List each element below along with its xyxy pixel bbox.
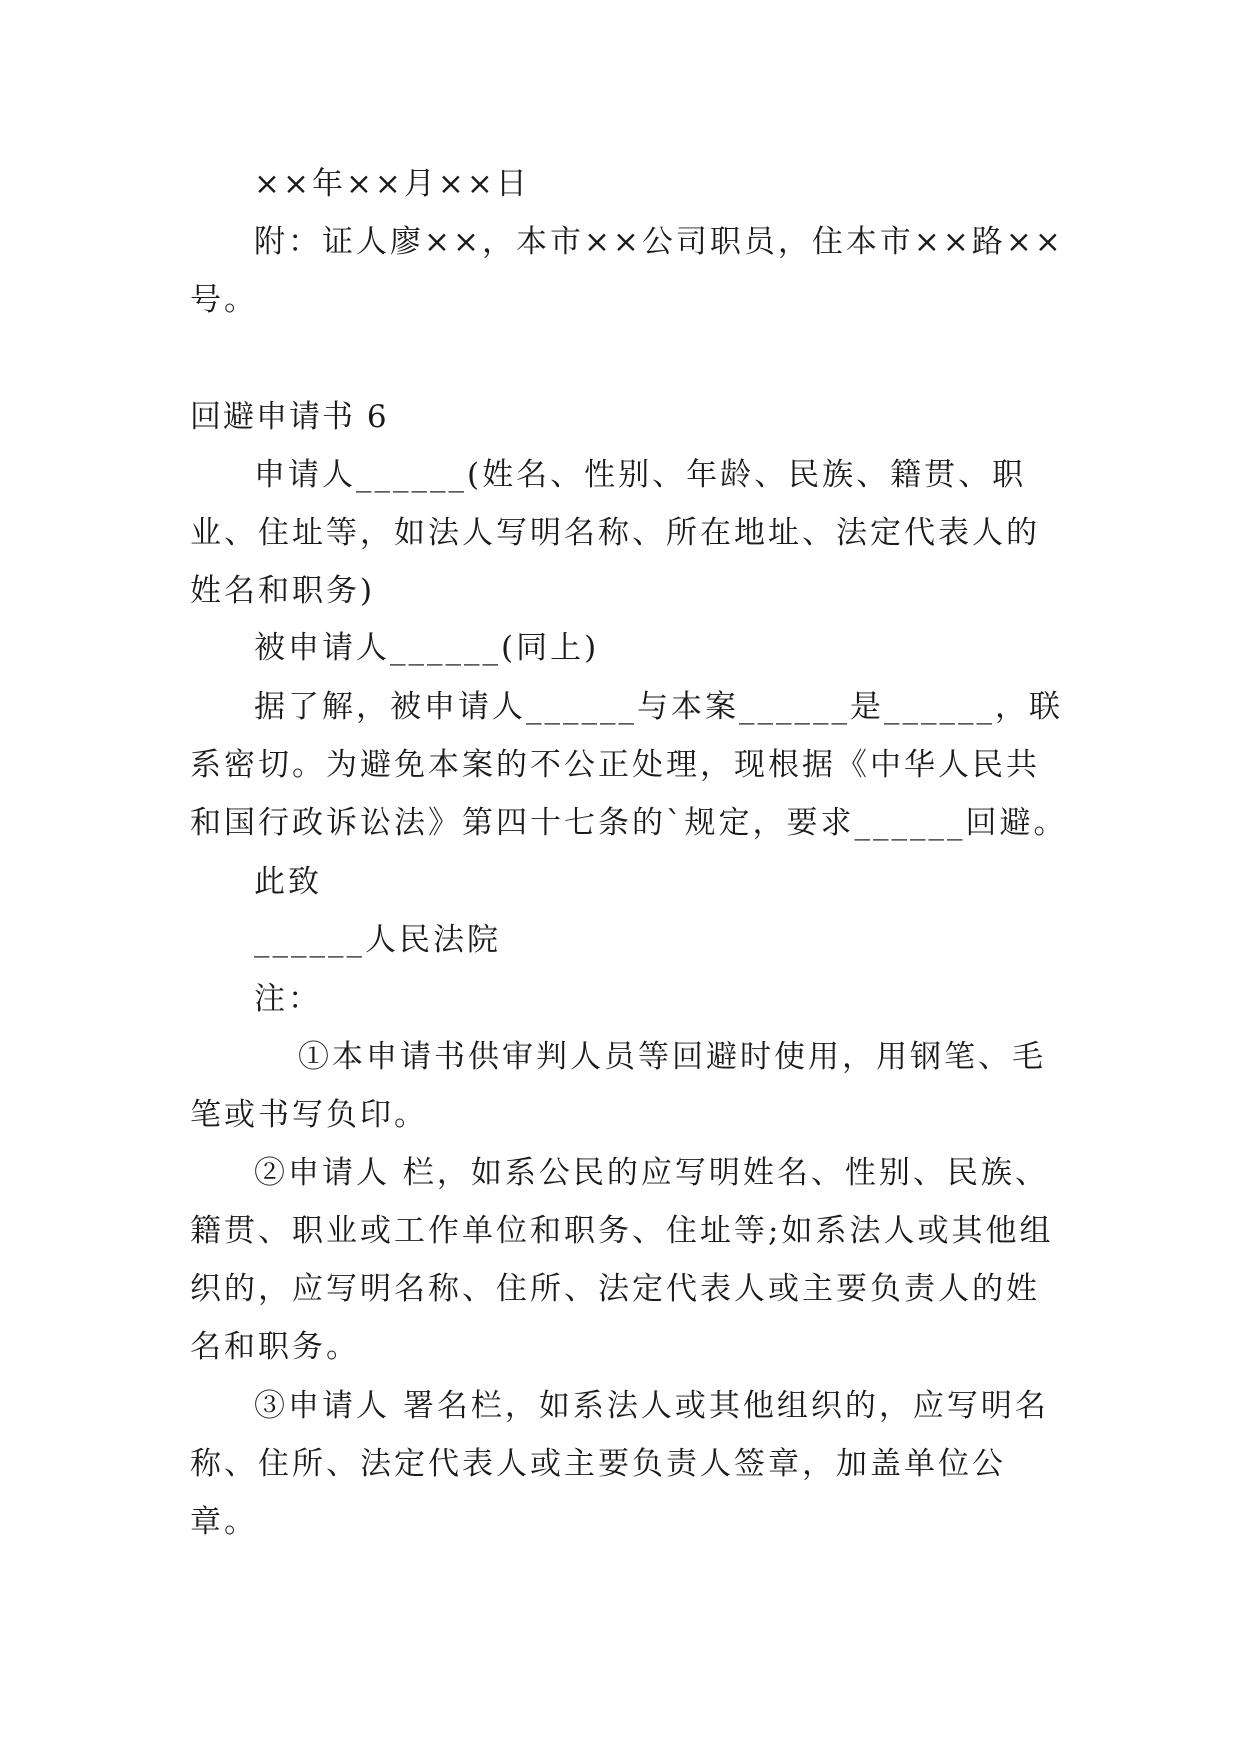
date-line: ××年××月××日 [254,166,530,202]
witness-line: 附：证人廖××，本市××公司职员，住本市××路××号。 [190,224,1064,318]
body-paragraph: 据了解，被申请人______与本案______是______，联系密切。为避免本案的不公正处理，现根据《中华人民共和国行政诉讼法》第四十七条的`规定，要求______回避。 [190,689,1068,841]
note-label: 注： [254,981,322,1017]
note-item-3: ③申请人 署名栏，如系法人或其他组织的，应写明名称、住所、法定代表人或主要负责人签章，加盖单位公章。 [190,1388,1049,1540]
respondent-line: 被申请人______(同上) [254,630,600,666]
applicant-paragraph: 申请人______(姓名、性别、年龄、民族、籍贯、职业、住址等，如法人写明名称、所在地址、法定代表人的姓名和职务) [190,457,1040,609]
salutation: 此致 [254,864,322,900]
section-title: 回避申请书 6 [190,399,389,435]
note-item-2: ②申请人 栏，如系公民的应写明姓名、性别、民族、籍贯、职业或工作单位和职务、住址等;如系法人或其他组织的，应写明名称、住所、法定代表人或主要负责人的姓名和职务。 [190,1155,1054,1365]
court-line: ______人民法院 [254,922,501,958]
note-item-1: ①本申请书供审判人员等回避时使用，用钢笔、毛笔或书写负印。 [190,1039,1046,1133]
